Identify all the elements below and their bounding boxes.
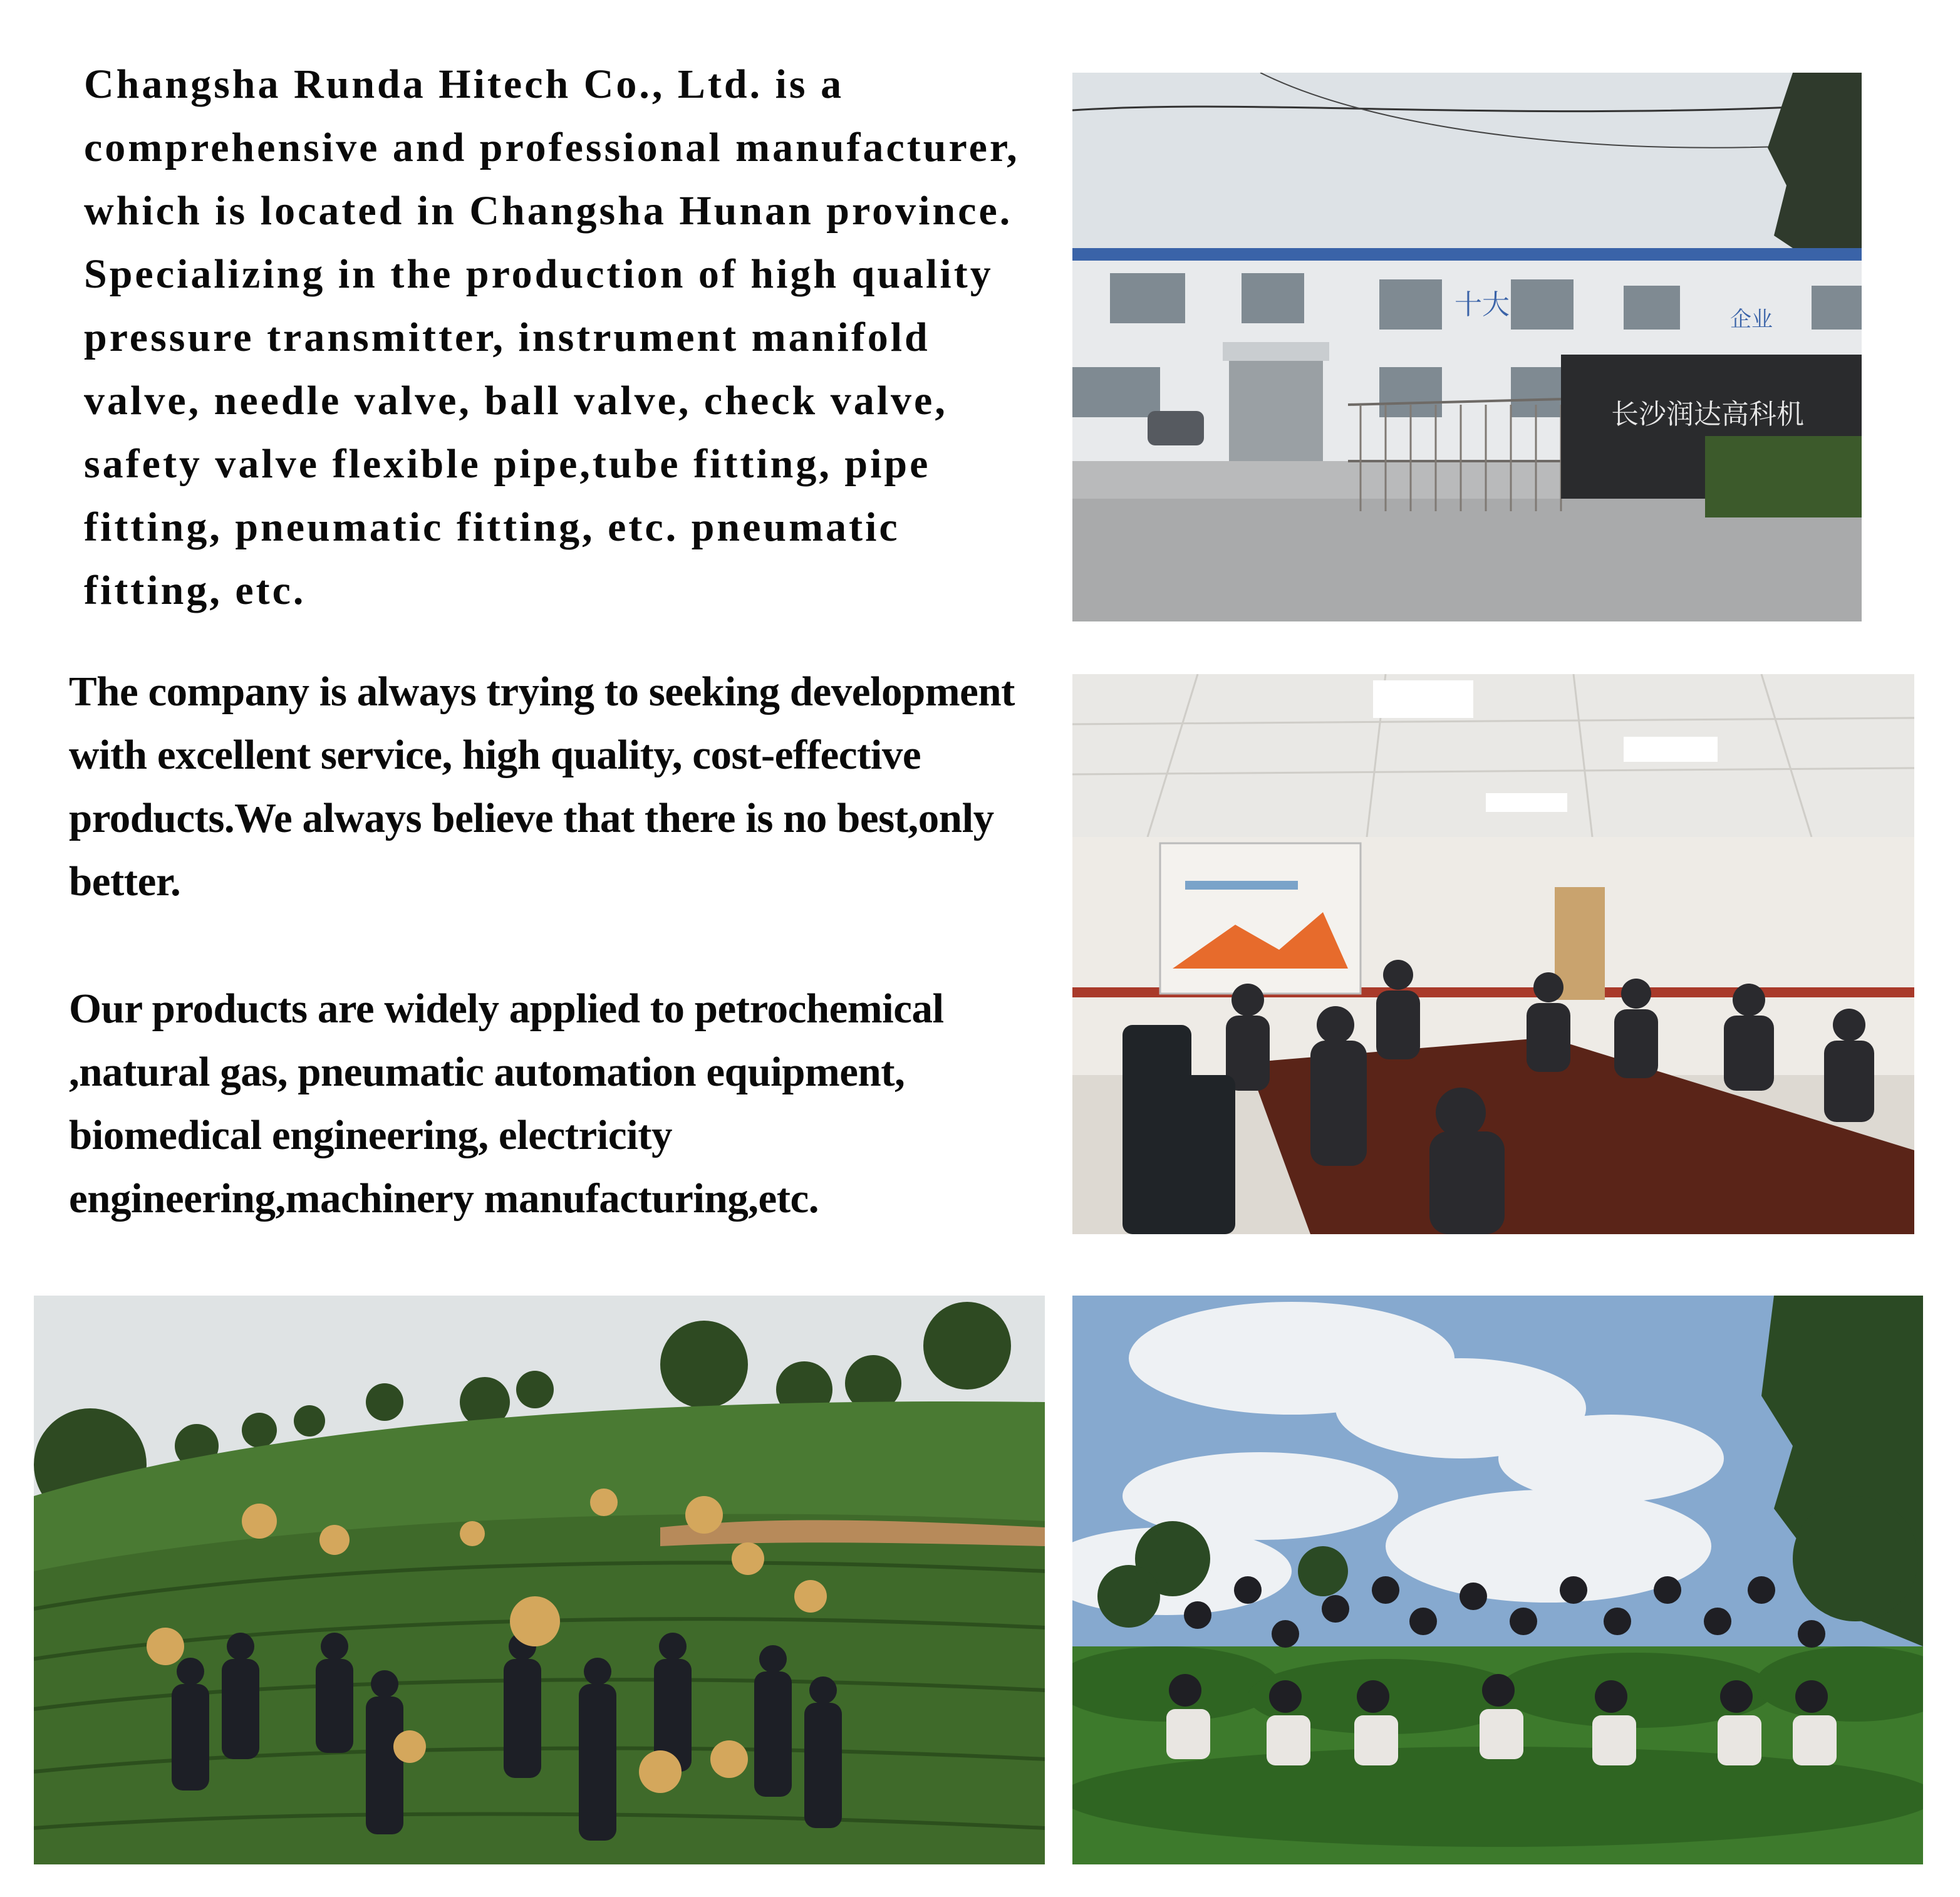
meeting-room-photo [1072, 674, 1914, 1234]
gate-sign: 长沙润达高科机 [1611, 398, 1804, 430]
building-sign-2: 企业 [1730, 307, 1773, 332]
tea-plantation-group-photo-right [1072, 1296, 1923, 1864]
company-mission-paragraph: The company is always trying to seeking development with excellent service, high quality, cost-effective products.We always believe that there is no best,only better. [69, 668, 1015, 905]
company-intro-paragraph: Changsha Runda Hitech Co., Ltd. is a comprehensive and professional manufacturer, which is located in Changsha Hunan province. Specializing in the production of high quality pressure transmitter, instrument manifold valve, needle valve, ball valve, check valve, safety valve flexible pipe,tube fitting, pipe fitting, pneumatic fitting, etc. pneumatic fitting, etc. [84, 61, 1020, 613]
product-applications-paragraph: Our products are widely applied to petrochemical ,natural gas, pneumatic automation equipment, biomedical engineering, electricity engineering,machinery manufacturing,etc. [69, 985, 944, 1222]
building-sign-1: 十大 [1454, 289, 1510, 321]
factory-building-photo [1072, 73, 1862, 621]
tea-plantation-group-photo-left [34, 1296, 1045, 1864]
